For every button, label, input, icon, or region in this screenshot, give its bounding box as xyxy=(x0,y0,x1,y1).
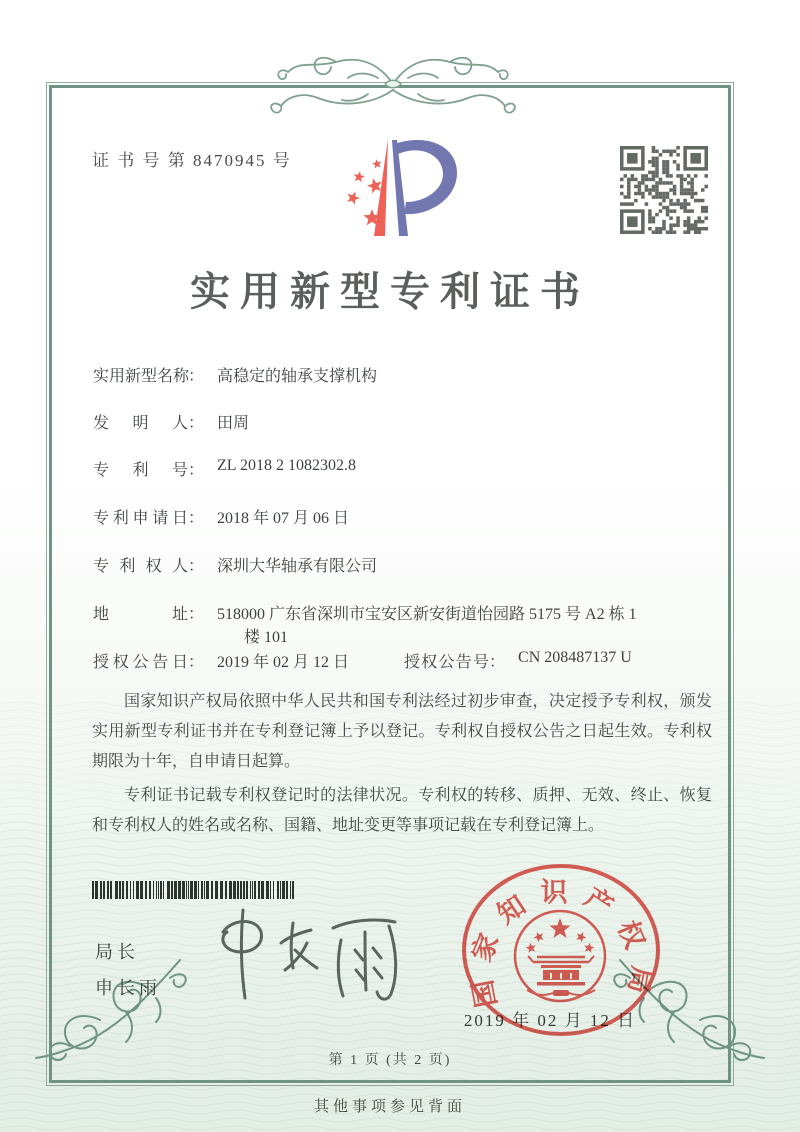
field-row-grant-no: 授权公告号： CN 208487137 U xyxy=(404,649,632,671)
field-value: 田周 xyxy=(217,415,250,432)
field-value: CN 208487137 U xyxy=(518,649,632,666)
director-name-label: 申长雨 xyxy=(95,978,161,998)
field-row-patent-no: 专利号： ZL 2018 2 1082302.8 xyxy=(93,457,356,479)
field-label: 实用新型名称 xyxy=(93,368,190,385)
field-label: 专利权人 xyxy=(93,558,188,575)
page-number: 第 1 页 (共 2 页) xyxy=(328,1053,452,1068)
seal-ring-text: 国家知识产权局 xyxy=(464,877,658,1010)
field-row-patentee: 专利权人： 深圳大华轴承有限公司 xyxy=(93,553,377,576)
barcode xyxy=(92,881,298,899)
legal-paragraph-1: 国家知识产权局依照中华人民共和国专利法经过初步审查，决定授予专利权，颁发实用新型专利证书并在专利登记簿上予以登记。专利权自授权公告之日起生效。专利权期限为十年，自申请日起算。 xyxy=(92,693,712,770)
field-value: 2018 年 07 月 06 日 xyxy=(217,510,350,527)
field-label: 发明人 xyxy=(93,415,188,432)
field-value: 2019 年 02 月 12 日 xyxy=(217,654,350,671)
field-row-inventor: 发明人： 田周 xyxy=(93,410,249,433)
field-value: 518000 广东省深圳市宝安区新安街道怡园路 5175 号 A2 栋 1 楼 101 xyxy=(217,606,637,646)
certificate-number: 证 书 号 第 8470945 号 xyxy=(92,151,292,170)
national-emblem xyxy=(515,911,605,1001)
director-title-label: 局长 xyxy=(95,942,139,962)
field-label: 地址 xyxy=(93,606,188,623)
field-label: 授权公告日 xyxy=(93,654,188,671)
legal-paragraph-2: 专利证书记载专利权登记时的法律状况。专利权的转移、质押、无效、终止、恢复和专利权人的姓名或名称、国籍、地址变更等事项记载在专利登记簿上。 xyxy=(92,787,712,834)
cnipa-logo xyxy=(330,132,470,247)
certificate-title: 实用新型专利证书 xyxy=(190,269,590,314)
field-value: 深圳大华轴承有限公司 xyxy=(217,558,378,575)
back-side-note: 其他事项参见背面 xyxy=(313,1099,466,1115)
field-row-name: 实用新型名称： 高稳定的轴承支撑机构 xyxy=(93,363,377,386)
field-label: 专利申请日 xyxy=(93,510,188,527)
grant-date-under-seal: 2019 年 02 月 12 日 xyxy=(463,1011,637,1030)
official-seal xyxy=(455,840,667,1052)
field-value: ZL 2018 2 1082302.8 xyxy=(217,457,356,474)
field-row-address: 地址： 518000 广东省深圳市宝安区新安街道怡园路 5175 号 A2 栋 1 楼 101 xyxy=(93,601,637,647)
qr-code xyxy=(620,146,708,234)
top-flourish-ornament xyxy=(258,32,528,128)
field-row-filing-date: 专利申请日： 2018 年 07 月 06 日 xyxy=(93,505,349,528)
svg-text:国家知识产权局 xyxy=(465,878,657,1010)
signature-shen-changyu xyxy=(205,898,405,1010)
field-label: 授权公告号 xyxy=(404,654,489,671)
field-value: 高稳定的轴承支撑机构 xyxy=(217,368,378,385)
field-label: 专利号 xyxy=(93,462,188,479)
field-row-grant-date: 授权公告日： 2019 年 02 月 12 日 xyxy=(93,649,349,672)
